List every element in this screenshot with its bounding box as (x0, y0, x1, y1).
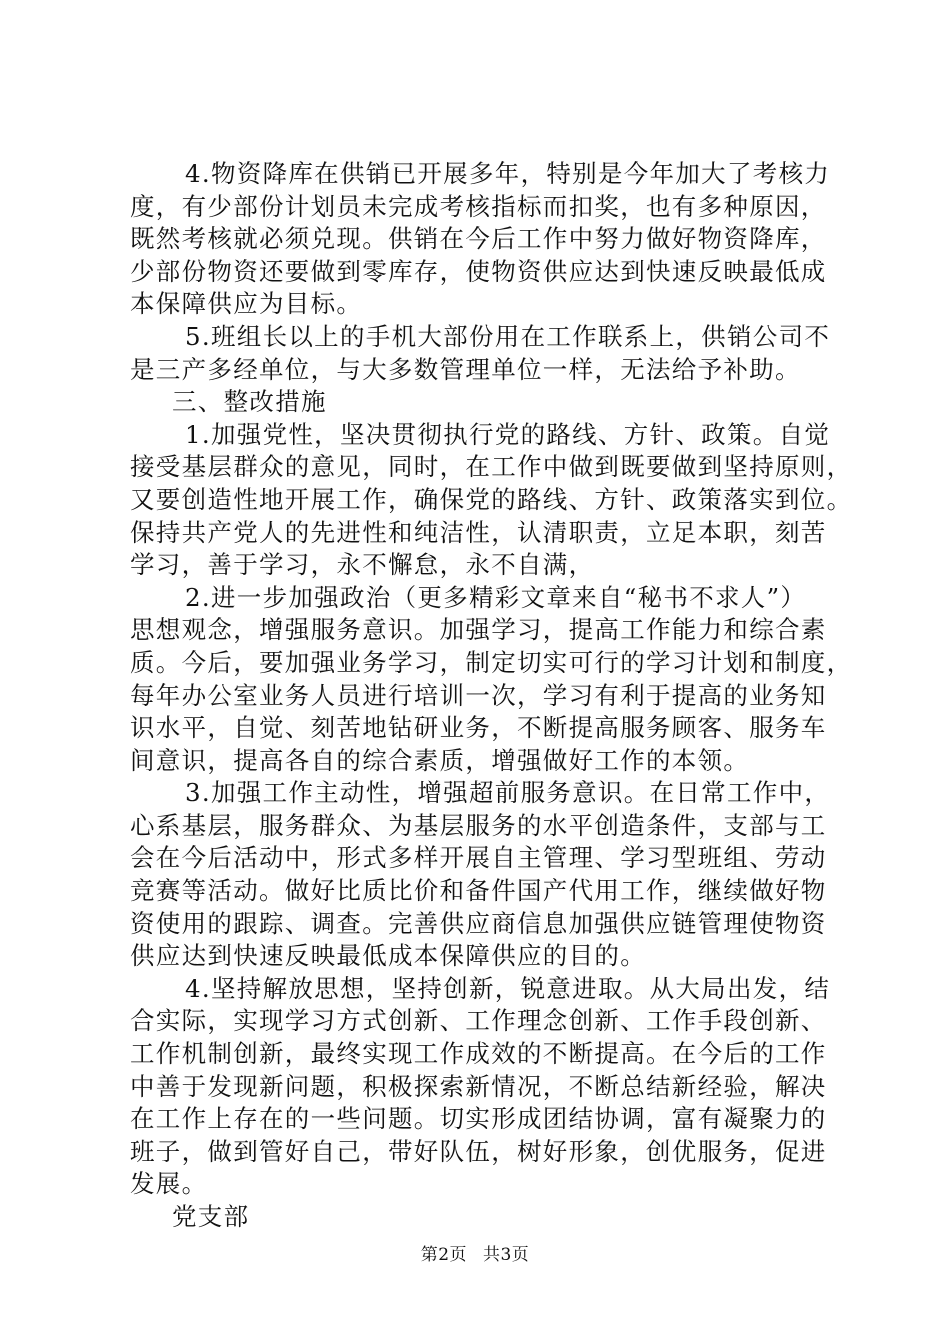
measure-1-line-2: 接受基层群众的意见，同时，在工作中做到既要做到坚持原则， (130, 452, 853, 482)
measure-2-line-1: 2.进一步加强政治（更多精彩文章来自“秘书不求人”） (185, 582, 807, 612)
paragraph-4-line-4: 少部份物资还要做到零库存，使物资供应达到快速反映最低成 (130, 256, 827, 286)
section-heading: 三、整改措施 (172, 387, 327, 417)
measure-1-line-5: 学习，善于学习，永不懈怠，永不自满， (130, 550, 595, 580)
measure-2-line-6: 间意识，提高各自的综合素质，增强做好工作的本领。 (130, 745, 750, 775)
measure-4-line-7: 发展。 (130, 1169, 208, 1199)
measure-3-line-5: 资使用的跟踪、调查。完善供应商信息加强供应链管理使物资 (130, 908, 827, 938)
measure-4-line-4: 中善于发现新问题，积极探索新情况，不断总结新经验，解决 (130, 1071, 827, 1101)
paragraph-5-line-2: 是三产多经单位，与大多数管理单位一样，无法给予补助。 (130, 354, 801, 384)
measure-1-line-1: 1.加强党性，坚决贯彻执行党的路线、方针、政策。自觉 (185, 419, 831, 449)
measure-3-line-6: 供应达到快速反映最低成本保障供应的目的。 (130, 941, 646, 971)
page-footer (0, 1245, 950, 1265)
document-body (130, 158, 853, 1234)
measure-2-line-3: 质。今后，要加强业务学习，制定切实可行的学习计划和制度， (130, 647, 853, 677)
measure-1-line-3: 又要创造性地开展工作，确保党的路线、方针、政策落实到位。 (130, 484, 853, 514)
measure-1-line-4: 保持共产党人的先进性和纯洁性，认清职责，立足本职，刻苦 (130, 517, 827, 547)
paragraph-5-line-1: 5.班组长以上的手机大部份用在工作联系上，供销公司不 (185, 321, 831, 351)
page-total: 共3页 (482, 1245, 530, 1265)
paragraph-4-line-2: 度，有少部份计划员未完成考核指标而扣奖，也有多种原因， (130, 191, 827, 221)
measure-3-line-2: 心系基层，服务群众、为基层服务的水平创造条件，支部与工 (130, 810, 827, 840)
paragraph-4-line-5: 本保障供应为目标。 (130, 289, 363, 319)
measure-3-line-4: 竞赛等活动。做好比质比价和备件国产代用工作，继续做好物 (130, 876, 827, 906)
measure-4-line-6: 班子，做到管好自己，带好队伍，树好形象，创优服务，促进 (130, 1136, 827, 1166)
measure-4-line-2: 合实际，实现学习方式创新、工作理念创新、工作手段创新、 (130, 1006, 827, 1036)
page-number: 第2页 (420, 1245, 468, 1265)
measure-2-line-5: 识水平，自觉、刻苦地钻研业务，不断提高服务顾客、服务车 (130, 713, 827, 743)
measure-4-line-3: 工作机制创新，最终实现工作成效的不断提高。在今后的工作 (130, 1039, 827, 1069)
measure-2-line-2: 思想观念，增强服务意识。加强学习，提高工作能力和综合素 (130, 615, 827, 645)
measure-4-line-5: 在工作上存在的一些问题。切实形成团结协调，富有凝聚力的 (130, 1104, 827, 1134)
measure-3-line-1: 3.加强工作主动性，增强超前服务意识。在日常工作中， (185, 778, 831, 808)
measure-3-line-3: 会在今后活动中，形式多样开展自主管理、学习型班组、劳动 (130, 843, 827, 873)
paragraph-4-line-1: 4.物资降库在供销已开展多年，特别是今年加大了考核力 (185, 159, 831, 188)
signature: 党支部 (172, 1202, 250, 1231)
measure-2-line-4: 每年办公室业务人员进行培训一次，学习有利于提高的业务知 (130, 680, 827, 710)
paragraph-4-line-3: 既然考核就必须兑现。供销在今后工作中努力做好物资降库， (130, 224, 827, 254)
measure-4-line-1: 4.坚持解放思想，坚持创新，锐意进取。从大局出发，结 (185, 973, 831, 1003)
